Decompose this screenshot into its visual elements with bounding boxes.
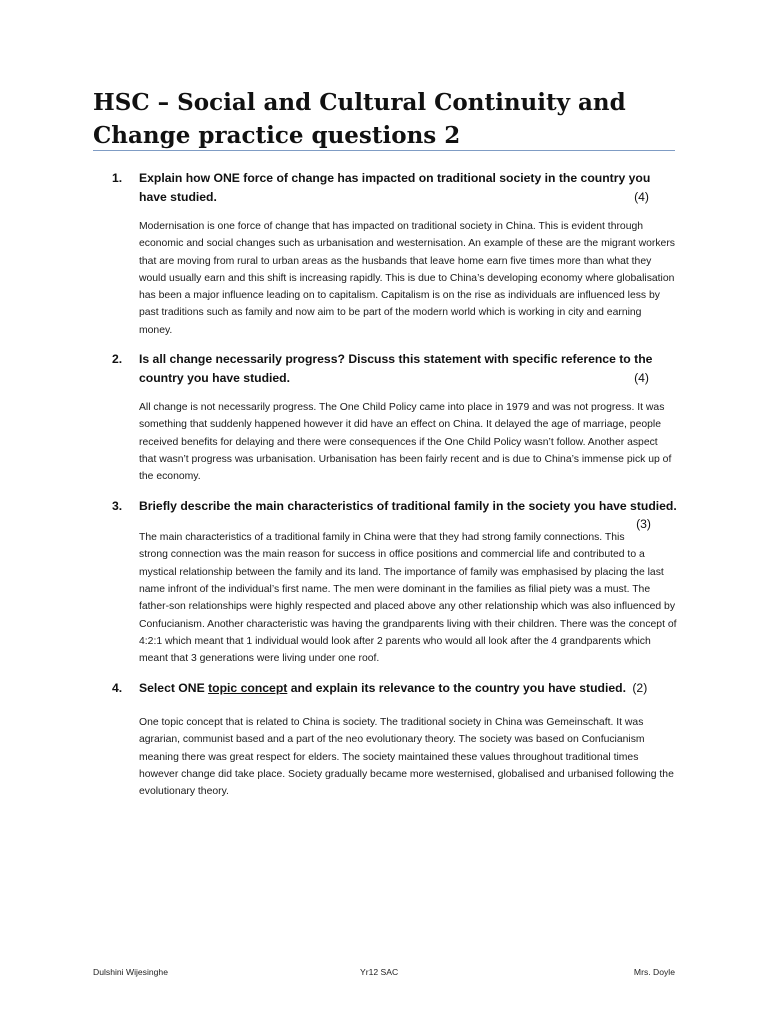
question-text: Briefly describe the main characteristics of traditional family in the society you have studied. — [139, 498, 677, 513]
question-marks: (3) — [636, 517, 651, 532]
question-text — [139, 681, 626, 695]
question-number: 3. — [112, 498, 123, 513]
topic-concept-underlined: topic concept — [208, 681, 288, 696]
answer-3: The main characteristics of a traditional family in China were that they had strong family connections. This strong connection was the main reason for success in office positions and commercial life and contributed to a mystical relationship between the family and its land. The importance of family was emphasised by placing the last name infront of the individual’s first name. The men were dominant in the families as filial piety was a must. The father-son relationships were highly respected and placed above any other relationship which was also influenced by Confucianism. Another characteristic was having the grandparents living with their children. There was the concept of 4:2:1 which meant that 1 individual would look after 2 parents who would all look after the 4 grandparents which meant that 3 generations were living under one roof. — [139, 532, 677, 665]
question-3 — [112, 497, 677, 668]
question-number: 1. — [112, 171, 123, 185]
question-2 — [112, 350, 677, 485]
answer-2: All change is not necessarily progress. The One Child Policy came into place in 1979 and was not progress. It was something that suddenly happened however it did have an effect on China. It delayed the age of marriage, people received benefits for delaying and there were consequences if the One Child Policy wasn’t follow. Another aspect that wasn’t progress was urbanisation. Urbanisation has been fairly recent and is due to China’s immense pick up of the economy. — [139, 402, 672, 483]
question-4 — [112, 679, 677, 800]
question-1-heading — [112, 169, 677, 206]
question-text: Explain how ONE force of change has impacted on traditional society in the country you have studied. — [139, 171, 651, 204]
question-marks: (4) — [634, 370, 649, 385]
question-text: Is all change necessarily progress? Discuss this statement with specific reference to the country you have studied. — [139, 352, 653, 385]
footer-teacher: Mrs. Doyle — [633, 967, 675, 977]
title-divider — [93, 150, 675, 151]
question-marks: (2) — [632, 681, 648, 696]
question-number: 4. — [112, 681, 123, 696]
question-text-after: and explain its relevance to the country you have studied. — [287, 681, 626, 696]
question-list — [112, 169, 677, 800]
question-text-before: Select ONE — [139, 681, 209, 696]
question-2-heading — [112, 350, 677, 387]
question-1 — [112, 169, 677, 339]
question-3-heading — [112, 497, 677, 532]
page-title: HSC – Social and Cultural Continuity and Change practice questions 2 — [93, 89, 626, 149]
question-marks: (4) — [634, 189, 649, 204]
question-number: 2. — [112, 352, 123, 367]
footer-author: Dulshini Wijesinghe — [93, 967, 168, 977]
footer-course: Yr12 SAC — [360, 967, 399, 977]
answer-1: Modernisation is one force of change that has impacted on traditional society in China. This is evident through economic and social changes such as urbanisation and westernisation. An example of these are the migrant workers that are moving from rural to urban areas as the husbands that leave home earn five times more than what they would usually earn and this shift is increasing rapidly. This is due to China’s developing economy where globalisation has been a major influence leading on to capitalism. Capitalism is on the rise as individuals are influenced less by past traditions such as family and now aim to be part of the modern world which is working in city and earning money. — [139, 221, 675, 336]
question-4-heading — [112, 679, 677, 698]
answer-4: One topic concept that is related to China is society. The traditional society in China was Gemeinschaft. It was agrarian, communist based and a part of the neo evolutionary theory. The society was based on Confucianism meaning there was great respect for elders. The society maintained these values throughout traditional times however change did take place. Society gradually became more westernised, globalised and urbanised following the evolutionary theory. — [139, 716, 674, 798]
page-footer — [93, 967, 675, 981]
